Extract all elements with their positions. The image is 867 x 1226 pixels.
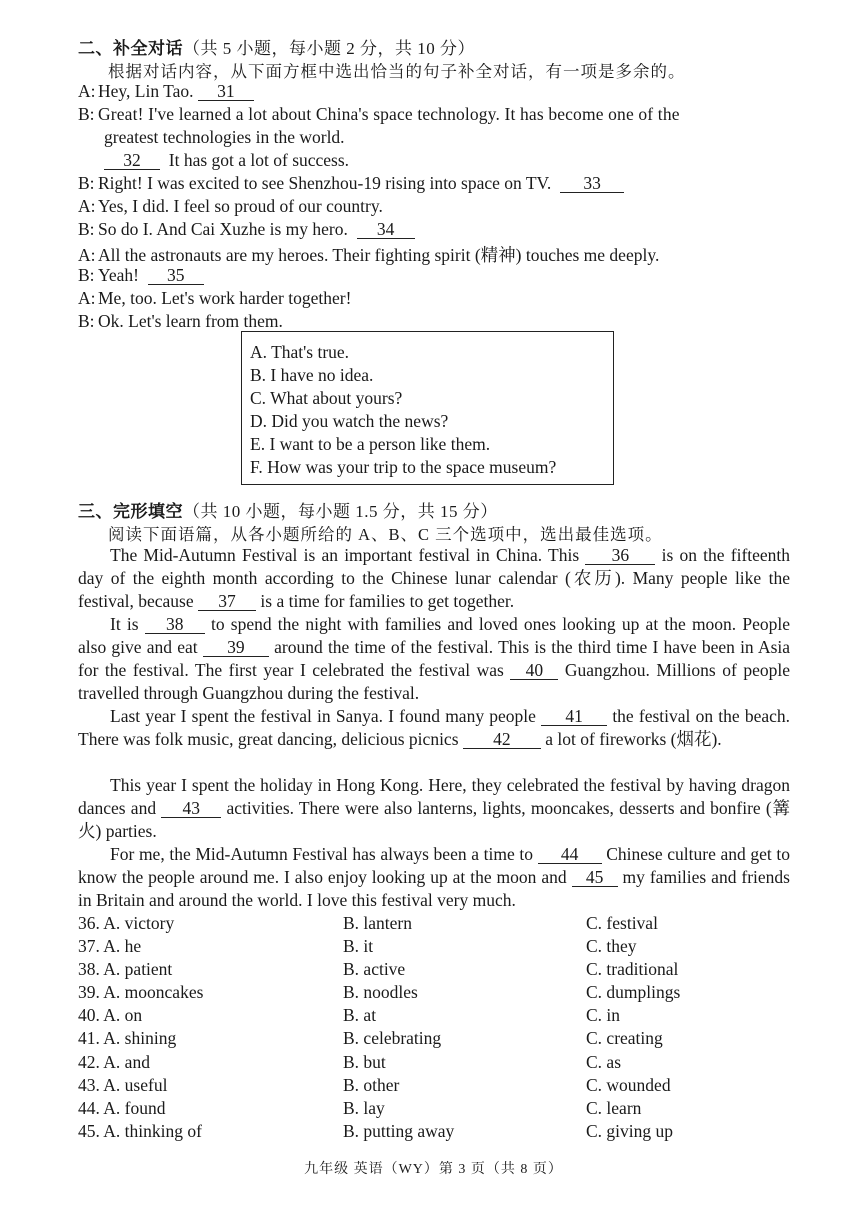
choice-c: C. creating [586,1028,663,1049]
passage-paragraph-5: For me, the Mid-Autumn Festival has always been a time to 44 Chinese culture and get to know the people around me. I also enjoy looking up at the moon and 45 my families and friends in Britain and around the world. I love this festival very much. [78,844,790,910]
options-box [241,331,614,485]
dialogue-line [78,242,659,267]
speaker-label: B: [78,104,95,124]
choice-a: 44. A. found [78,1097,166,1118]
speaker-label: A: [78,81,96,101]
blank-40: 40 [510,661,558,680]
choice-a: 42. A. and [78,1051,150,1072]
blank-35: 35 [148,266,204,285]
dialogue-line [78,288,351,309]
option-d: D. Did you watch the news? [250,411,449,431]
dialogue-text: All the astronauts are my heroes. Their fighting spirit (精神) touches me deeply. [98,245,660,265]
dialogue-text: greatest technologies in the world. [104,127,345,147]
dialogue-line [78,173,624,194]
choice-row-41 [78,1027,798,1050]
choice-c: C. traditional [586,959,679,980]
blank-33: 33 [560,174,624,193]
choice-b: B. putting away [343,1120,455,1141]
dialogue-line [78,219,415,240]
choice-c: C. dumplings [586,982,681,1003]
choice-row-38 [78,958,798,981]
choice-c: C. learn [586,1097,642,1118]
blank-39: 39 [203,638,269,657]
choice-b: B. at [343,1005,377,1026]
blank-44: 44 [538,845,602,864]
section2-title-bold: 二、补全对话 [78,39,183,59]
dialogue-text: Ok. Let's learn from them. [98,311,283,331]
passage-paragraph-4: This year I spent the holiday in Hong Kong. Here, they celebrated the festival by having dragon dances and 43 activities. There were also lanterns, lights, mooncakes, desserts and bonfire (篝火) parties. [78,775,791,841]
dialogue-line [78,311,283,332]
choice-c: C. in [586,1005,621,1026]
page-footer: 九年级 英语（WY）第 3 页（共 8 页） [304,1162,563,1177]
blank-31: 31 [198,82,254,101]
section2-title-score: （共 5 小题，每小题 2 分，共 10 分） [183,39,475,58]
choices-list [78,912,798,1143]
choice-b: B. celebrating [343,1028,442,1049]
blank-34: 34 [357,220,415,239]
blank-32: 32 [104,151,160,170]
choice-a: 45. A. thinking of [78,1120,202,1141]
choice-b: B. lay [343,1097,385,1118]
choice-row-37 [78,935,798,958]
choice-a: 43. A. useful [78,1074,168,1095]
section3-title [78,497,498,522]
section2-instruction: 根据对话内容，从下面方框中选出恰当的句子补全对话，有一项是多余的。 [108,62,686,81]
blank-41: 41 [541,707,607,726]
option-c: C. What about yours? [250,388,403,408]
dialogue-text: Me, too. Let's work harder together! [98,288,352,308]
speaker-label: B: [78,265,95,285]
choice-c: C. wounded [586,1074,671,1095]
choice-row-44 [78,1097,798,1120]
choice-b: B. but [343,1051,386,1072]
dialogue-line [78,265,204,286]
dialogue-text: Hey, Lin Tao. [98,81,194,101]
dialogue-line [104,150,349,171]
dialogue-text: Yeah! [98,265,139,285]
speaker-label: B: [78,173,95,193]
option-b: B. I have no idea. [250,365,374,385]
dialogue-line [104,127,345,148]
choice-row-42 [78,1051,798,1074]
choice-a: 38. A. patient [78,959,173,980]
blank-38: 38 [145,615,205,634]
dialogue-line [78,196,383,217]
choice-row-45 [78,1120,798,1143]
section3-instruction: 阅读下面语篇，从各小题所给的 A、B、C 三个选项中，选出最佳选项。 [108,525,663,544]
choice-a: 39. A. mooncakes [78,982,204,1003]
passage-paragraph-3: Last year I spent the festival in Sanya. I found many people 41 the festival on the beach. There was folk music, great dancing, delicious picnics 42 a lot of fireworks (烟花). [78,706,791,749]
blank-42: 42 [463,730,541,749]
section3-title-score: （共 10 小题，每小题 1.5 分，共 15 分） [183,502,498,521]
speaker-label: A: [78,196,96,216]
choice-c: C. they [586,936,637,957]
dialogue-text: It has got a lot of success. [168,150,350,170]
choice-b: B. active [343,959,406,980]
speaker-label: B: [78,219,95,239]
passage-paragraph-2: It is 38 to spend the night with families and loved ones looking up at the moon. People also give and eat 39 around the time of the festival. This is the third time I have been in Asia for the festival. The first year I celebrated the festival was 40 Guangzhou. Millions of people travelled through Guangzhou during the festival. [78,614,791,703]
dialogue-text: Great! I've learned a lot about China's space technology. It has become one of the [98,104,680,124]
passage-paragraph-1: The Mid-Autumn Festival is an important festival in China. This 36 is on the fifteenth day of the eighth month according to the Chinese lunar calendar (农历). Many people like the festival, because 37 is a time for families to get together. [78,545,791,611]
section2-title [78,34,475,59]
choice-a: 40. A. on [78,1005,143,1026]
choice-b: B. noodles [343,982,418,1003]
choice-b: B. it [343,936,374,957]
dialogue-text: Yes, I did. I feel so proud of our country. [98,196,383,216]
dialogue-text: Right! I was excited to see Shenzhou-19 rising into space on TV. [98,173,552,193]
choice-row-39 [78,981,798,1004]
dialogue-line [78,104,680,125]
option-a: A. That's true. [250,342,350,362]
choice-a: 36. A. victory [78,913,175,933]
choice-c: C. giving up [586,1120,674,1141]
blank-45: 45 [572,868,618,887]
blank-37: 37 [198,592,256,611]
choice-a: 41. A. shining [78,1028,177,1049]
dialogue-line [78,81,254,102]
choice-c: C. festival [586,913,658,933]
choice-row-36 [78,912,798,935]
option-f: F. How was your trip to the space museum? [250,457,557,477]
speaker-label: A: [78,245,96,265]
blank-43: 43 [161,799,221,818]
dialogue-text: So do I. And Cai Xuzhe is my hero. [98,219,348,239]
speaker-label: B: [78,311,95,331]
choice-b: B. other [343,1074,400,1095]
choice-a: 37. A. he [78,936,142,957]
choice-row-43 [78,1074,798,1097]
option-e: E. I want to be a person like them. [250,434,491,454]
choice-c: C. as [586,1051,621,1072]
choice-row-40 [78,1004,798,1027]
speaker-label: A: [78,288,96,308]
blank-36: 36 [585,546,655,565]
section3-title-bold: 三、完形填空 [78,502,183,522]
choice-b: B. lantern [343,913,413,933]
